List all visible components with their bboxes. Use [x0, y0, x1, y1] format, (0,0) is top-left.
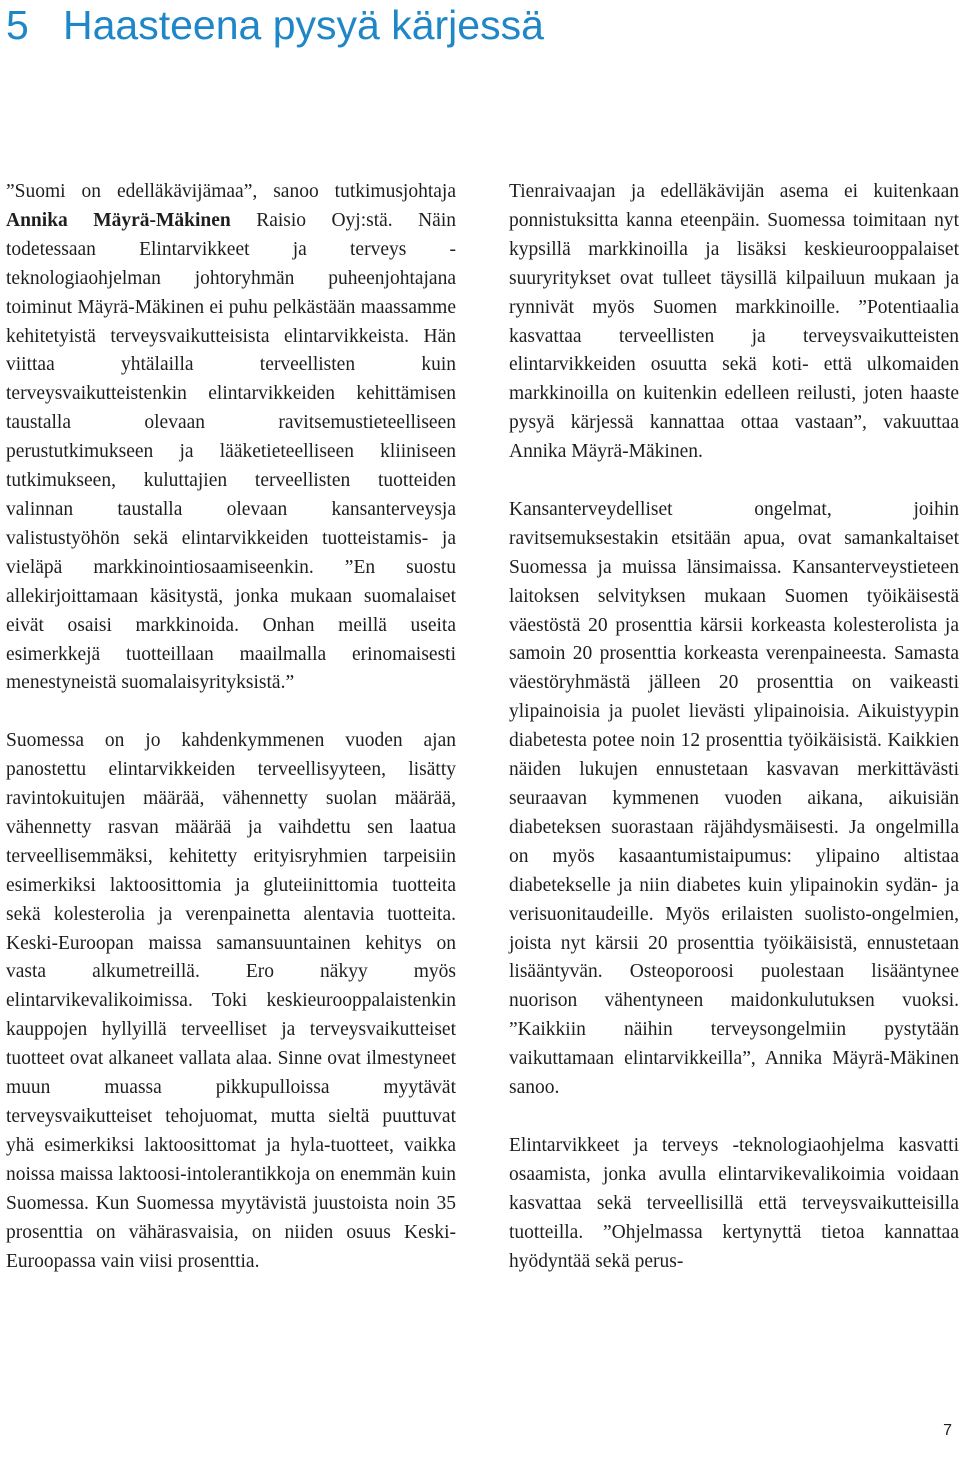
intro-text-rest: Raisio Oyj:stä. Näin todetessaan Elintarvikkeet ja terveys -teknologiaohjelman johtoryhmän puheenjohtajana toiminut Mäyrä-Mäkinen ei puhu pelkästään maassamme kehitetyistä terveysvaikutteisista elintarvikkeista. Hän viittaa yhtälailla terveellisten kuin terveysvaikutteistenkin elintarvikkeiden kehittämisen taustalla olevaan ravitsemustieteelliseen perustutkimukseen ja lääketieteelliseen kliiniseen tutkimukseen, kuluttajien terveellisten tuotteiden valinnan taustalla olevaan kansanterveysja valistustyöhön sekä elintarvikkeiden tuotteistamis- ja vieläpä markkinointiosaamiseenkin. ”En suostu allekirjoittamaan käsitystä, jonka mukaan suomalaiset eivät osaisi markkinoida. Onhan meillä useita esimerkkejä tuotteillaan maailmalla erinomaisesti menestyneistä suomalaisyrityksistä.” — [6, 209, 456, 694]
person-name: Annika Mäyrä-Mäkinen — [6, 209, 231, 231]
chapter-heading — [6, 2, 544, 48]
chapter-number: 5 — [6, 2, 29, 48]
body-paragraph-4: Kansanterveydelliset ongelmat, joihin ravitsemuksestakin etsitään apua, ovat samankaltaiset Suomessa ja muissa länsimaissa. Kansanterveystieteen laitoksen selvityksen mukaan Suomen työikäisestä väestöstä 20 prosenttia kärsii korkeasta kolesterolista ja samoin 20 prosenttia korkeasta verenpaineesta. Samasta väestöryhmästä jälleen 20 prosenttia on vaikeasti ylipainoisia ja puolet lievästi ylipainoisia. Aikuistyypin diabetesta potee noin 12 prosenttia työikäisistä. Kaikkien näiden lukujen ennustetaan kasvavan merkittävästi seuraavan kymmenen vuoden aikana, aikuisiän diabeteksen suorastaan räjähdysmäisesti. Ja ongelmilla on myös kasaantumistaipumus: ylipaino altistaa diabetekselle ja niin diabetes kuin ylipainokin sydän- ja verisuonitaudeille. Myös erilaisten suolisto-ongelmien, joista nyt kärsii 20 prosenttia työikäisistä, ennustetaan lisääntyvän. Osteoporoosi puolestaan lisääntynee nuorison vähentyneen maidonkulutuksen vuoksi. ”Kaikkiin näihin terveysongelmiin pystytään vaikuttamaan elintarvikkeilla”, Annika Mäyrä-Mäkinen sanoo. — [509, 498, 959, 1099]
body-paragraph-2: Suomessa on jo kahdenkymmenen vuoden ajan panostettu elintarvikkeiden terveellisyyteen, lisätty ravintokuitujen määrää, vähennetty suolan määrää, vähennetty rasvan määrää ja vaihdettu sen laatua terveellisemmäksi, kehitetty erityisryhmien tarpeisiin esimerkiksi laktoosittomia ja gluteiinittomia tuotteita sekä kolesterolia ja verenpainetta alentavia tuotteita. Keski-Euroopan maissa samansuuntainen kehitys on vasta alkumetreillä. Ero näkyy myös elintarvikevalikoimissa. Toki keskieurooppalaistenkin kauppojen hyllyillä terveelliset ja terveysvaikutteiset tuotteet ovat alkaneet vallata alaa. Sinne ovat ilmestyneet muun muassa pikkupulloissa myytävät terveysvaikutteiset tehojuomat, mutta sieltä puuttuvat yhä esimerkiksi laktoosittomat ja hyla-tuotteet, vaikka noissa maissa laktoosi-intolerantikkoja on enemmän kuin Suomessa. Kun Suomessa myytävistä juustoista noin 35 prosenttia on vähärasvaisia, on niiden osuus Keski-Euroopassa vain viisi prosenttia. — [6, 730, 456, 1272]
body-paragraph-5: Elintarvikkeet ja terveys -teknologiaohjelma kasvatti osaamista, jonka avulla elintarvikevalikoimia voidaan kasvattaa sekä terveellisillä että terveysvaikutteisilla tuotteilla. ”Ohjelmassa kertynyttä tietoa kannattaa hyödyntää sekä perus- — [509, 1134, 959, 1272]
chapter-title: Haasteena pysyä kärjessä — [63, 2, 544, 48]
intro-text-start: ”Suomi on edelläkävijämaa”, sanoo tutkimusjohtaja — [6, 181, 456, 202]
page-number: 7 — [943, 1422, 952, 1439]
body-paragraph-3: Tienraivaajan ja edelläkävijän asema ei kuitenkaan ponnistuksitta kanna eteenpäin. Suomessa toimitaan nyt kypsillä markkinoilla ja lisäksi keskieurooppalaiset suuryritykset ovat tulleet täysillä kilpailuun mukaan ja rynnivät myös Suomen markkinoille. ”Potentiaalia kasvattaa terveellisten ja terveysvaikutteisten elintarvikkeiden osuutta sekä koti- että ulkomaiden markkinoilla on kuitenkin edelleen reilusti, joten haaste pysyä kärjessä kannattaa ottaa vastaan”, vakuuttaa Annika Mäyrä-Mäkinen. — [509, 181, 959, 463]
left-column — [6, 178, 456, 1276]
intro-paragraph — [6, 178, 456, 698]
right-column — [509, 178, 959, 1276]
